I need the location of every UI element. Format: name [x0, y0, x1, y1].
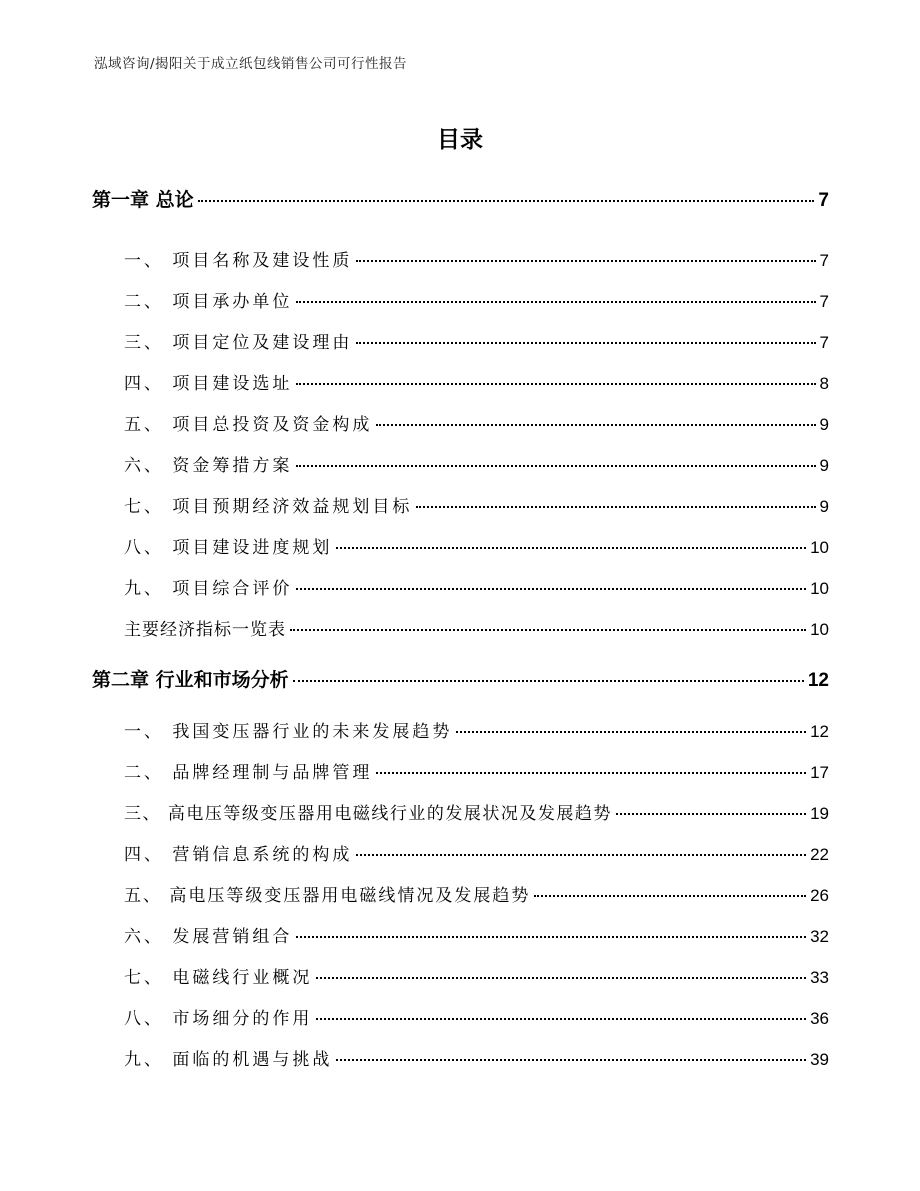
dot-leader	[616, 813, 806, 815]
dot-leader	[296, 936, 806, 938]
page-number: 36	[810, 1009, 829, 1028]
toc-entry[interactable]	[124, 1045, 829, 1070]
toc-entry[interactable]	[124, 246, 829, 271]
toc-entry[interactable]	[124, 287, 829, 312]
page-number: 26	[810, 886, 829, 905]
entry-label: 四、 项目建设选址	[124, 374, 293, 394]
page-number: 39	[810, 1050, 829, 1069]
toc-entry[interactable]	[124, 922, 829, 947]
entry-label: 八、 项目建设进度规划	[124, 538, 333, 558]
dot-leader	[356, 854, 806, 856]
toc-entry[interactable]	[124, 881, 829, 906]
page-number: 9	[819, 415, 829, 434]
dot-leader	[316, 977, 806, 979]
toc-entry[interactable]	[124, 758, 829, 783]
entry-label: 九、 项目综合评价	[124, 579, 293, 599]
page-number: 12	[807, 670, 829, 691]
dot-leader	[416, 506, 815, 508]
entry-label: 八、 市场细分的作用	[124, 1009, 313, 1029]
dot-leader	[376, 772, 806, 774]
entry-label: 主要经济指标一览表	[124, 620, 286, 640]
entry-label: 七、 电磁线行业概况	[124, 968, 313, 988]
toc-entry[interactable]	[124, 963, 829, 988]
toc-chapter-1[interactable]	[92, 185, 829, 212]
dot-leader	[293, 680, 804, 682]
running-header: 泓域咨询/揭阳关于成立纸包线销售公司可行性报告	[94, 56, 408, 72]
entry-label: 三、 高电压等级变压器用电磁线行业的发展状况及发展趋势	[124, 804, 612, 824]
page-number: 8	[819, 374, 829, 393]
dot-leader	[198, 200, 815, 202]
dot-leader	[296, 301, 815, 303]
page-number: 10	[810, 620, 829, 639]
dot-leader	[336, 547, 806, 549]
entry-label: 三、 项目定位及建设理由	[124, 333, 353, 353]
dot-leader	[290, 629, 806, 631]
entry-label: 五、 项目总投资及资金构成	[124, 415, 373, 435]
toc-entry[interactable]	[124, 717, 829, 742]
toc-entry[interactable]	[124, 492, 829, 517]
chapter-label: 第二章 行业和市场分析	[92, 669, 289, 691]
toc-entry[interactable]	[124, 574, 829, 599]
page-number: 10	[810, 538, 829, 557]
page-number: 7	[819, 333, 829, 352]
toc-entry[interactable]	[124, 451, 829, 476]
toc-entry[interactable]	[124, 410, 829, 435]
chapter-label: 第一章 总论	[92, 189, 194, 211]
toc-entry[interactable]	[124, 1004, 829, 1029]
dot-leader	[296, 465, 815, 467]
toc-entry[interactable]	[124, 799, 829, 824]
toc-entry[interactable]	[124, 369, 829, 394]
dot-leader	[376, 424, 815, 426]
entry-label: 一、 项目名称及建设性质	[124, 251, 353, 271]
dot-leader	[296, 588, 806, 590]
entry-label: 二、 项目承办单位	[124, 292, 293, 312]
toc-entry[interactable]	[124, 615, 829, 640]
entry-label: 七、 项目预期经济效益规划目标	[124, 497, 413, 517]
entry-label: 一、 我国变压器行业的未来发展趋势	[124, 722, 453, 742]
page-number: 9	[819, 456, 829, 475]
page-number: 22	[810, 845, 829, 864]
page-number: 17	[810, 763, 829, 782]
entry-label: 二、 品牌经理制与品牌管理	[124, 763, 373, 783]
entry-label: 六、 发展营销组合	[124, 927, 293, 947]
toc-title: 目录	[437, 127, 483, 153]
page-number: 7	[818, 190, 829, 211]
entry-label: 五、 高电压等级变压器用电磁线情况及发展趋势	[124, 886, 531, 906]
toc-chapter-2[interactable]	[92, 665, 829, 692]
page-number: 33	[810, 968, 829, 987]
entry-label: 九、 面临的机遇与挑战	[124, 1050, 333, 1070]
dot-leader	[356, 342, 815, 344]
toc-entry[interactable]	[124, 328, 829, 353]
dot-leader	[296, 383, 815, 385]
page-number: 9	[819, 497, 829, 516]
dot-leader	[316, 1018, 806, 1020]
dot-leader	[534, 895, 806, 897]
page-number: 32	[810, 927, 829, 946]
page-number: 19	[810, 804, 829, 823]
entry-label: 四、 营销信息系统的构成	[124, 845, 353, 865]
dot-leader	[456, 731, 806, 733]
toc-entry[interactable]	[124, 533, 829, 558]
page-number: 10	[810, 579, 829, 598]
dot-leader	[336, 1059, 806, 1061]
entry-label: 六、 资金筹措方案	[124, 456, 293, 476]
page-number: 12	[810, 722, 829, 741]
dot-leader	[356, 260, 815, 262]
page-number: 7	[819, 292, 829, 311]
toc-entry[interactable]	[124, 840, 829, 865]
page-number: 7	[819, 251, 829, 270]
